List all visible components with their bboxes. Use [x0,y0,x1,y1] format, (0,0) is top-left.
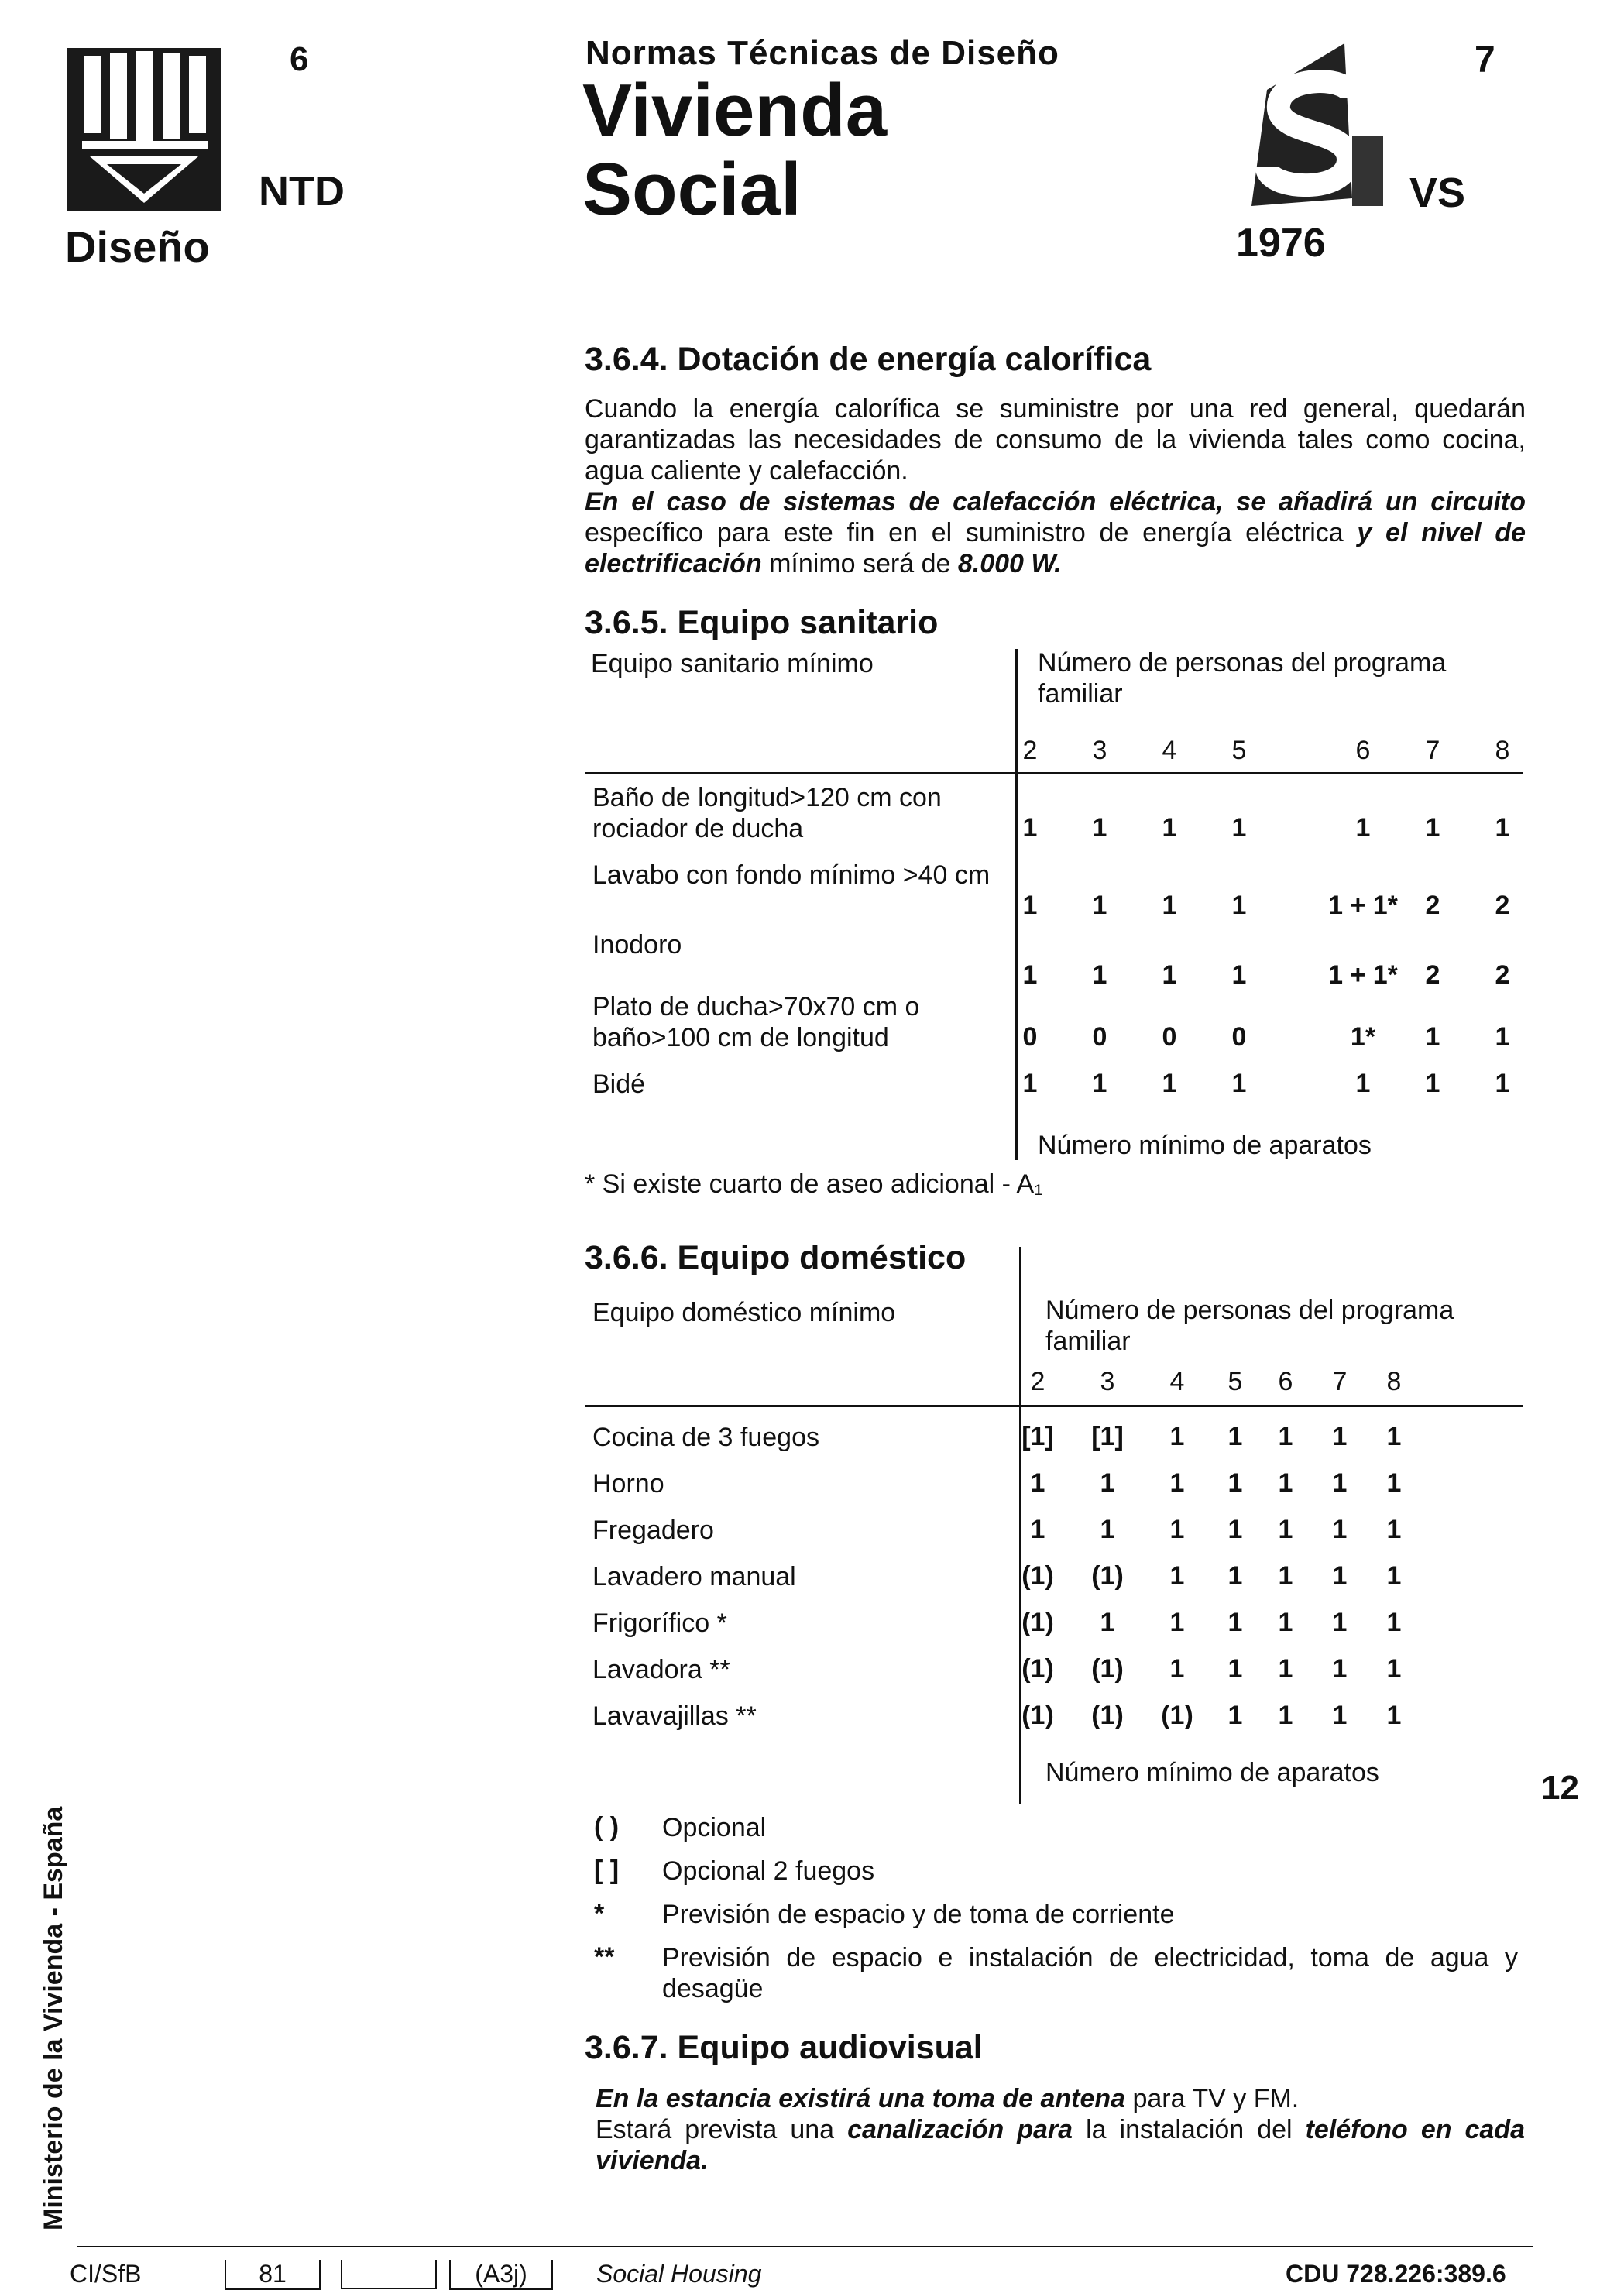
sanitary-cell-value: 1 [1092,813,1107,843]
sanitary-cell-value: 1 [1022,960,1038,990]
domestic-cell-value: 1 [1386,1561,1402,1591]
sanitary-cell-value: 1 [1022,1069,1038,1098]
domestic-cell-value: 1 [1278,1608,1293,1637]
header-right-number: 7 [1475,39,1495,81]
sanitary-footnote: * Si existe cuarto de aseo adicional - A₁ [585,1169,1043,1199]
domestic-cell-value: 1 [1278,1561,1293,1591]
sanitary-person-count: 2 [1022,736,1038,765]
sanitary-cell-value: 2 [1425,960,1440,990]
domestic-cell-value: 1 [1227,1561,1243,1591]
sanitary-row-label: Plato de ducha>70x70 cm o baño>100 cm de longitud [592,992,920,1052]
sanitary-cell-value: 1 [1425,1069,1440,1098]
sanitary-cell-value: 1 [1425,813,1440,843]
ntd-logo-icon [67,48,221,211]
p367-bold-3: teléfono en cada vivienda. [596,2115,1525,2175]
sanitary-cell-value: 1 [1495,1069,1510,1098]
domestic-column-label: Equipo doméstico mínimo [592,1298,896,1327]
p367-text-3: la instalación del [1073,2115,1306,2144]
domestic-cell-value: 1 [1227,1608,1243,1637]
legend-text: Opcional 2 fuegos [662,1856,875,1886]
domestic-cell-value: 1 [1332,1422,1348,1451]
domestic-cell-value: (1) [1021,1608,1054,1637]
p367-text-1: para TV y FM. [1125,2084,1300,2113]
vs-logo-icon [1236,43,1391,214]
legend-text: Opcional [662,1813,767,1842]
domestic-person-count: 4 [1169,1367,1185,1396]
domestic-cell-value: 1 [1227,1701,1243,1730]
domestic-cell-value: 1 [1278,1468,1293,1498]
page-title [582,71,887,229]
sanitary-cell-value: 1 + 1* [1328,960,1398,990]
sanitary-row-label: Inodoro [592,930,682,960]
domestic-cell-value: 1 [1227,1468,1243,1498]
domestic-cell-value: 1 [1030,1468,1045,1498]
title-line-2: Social [582,148,802,231]
header-left-label: Diseño [65,222,210,271]
legend-symbol: ( ) [594,1812,620,1842]
sanitary-cell-value: 1 [1425,1022,1440,1052]
domestic-cell-value: 1 [1332,1608,1348,1637]
sanitary-row-label: Baño de longitud>120 cm con rociador de ducha [592,783,942,843]
sanitary-table-rule [585,772,1523,774]
legend-text: Previsión de espacio y de toma de corriente [662,1900,1175,1929]
sanitary-cell-value: 1 [1231,813,1247,843]
p367-bold-2: canalización para [847,2115,1073,2144]
domestic-cell-value: 1 [1386,1608,1402,1637]
domestic-min-label: Número mínimo de aparatos [1045,1758,1379,1787]
p2-bold-2: y el nivel de electrificación [585,518,1526,579]
page-number: 12 [1541,1769,1579,1807]
sanitary-cell-value: 2 [1495,960,1510,990]
footer-cdu: CDU 728.226:389.6 [1286,2260,1506,2288]
domestic-cell-value: 1 [1169,1561,1185,1591]
sanitary-cell-value: 1 [1022,891,1038,920]
domestic-person-count: 6 [1278,1367,1293,1396]
domestic-table-rule [585,1405,1523,1407]
sanitary-cell-value: 0 [1231,1022,1247,1052]
sanitary-cell-value: 0 [1092,1022,1107,1052]
sanitary-cell-value: 1 [1162,813,1177,843]
legend-symbol: [ ] [594,1856,620,1885]
domestic-persons-header: Número de personas del programa familiar [1045,1296,1454,1356]
sanitary-cell-value: 2 [1495,891,1510,920]
domestic-person-count: 8 [1386,1367,1402,1396]
domestic-person-count: 5 [1227,1367,1243,1396]
footer-cisfb: CI/SfB [70,2260,142,2288]
domestic-person-count: 7 [1332,1367,1348,1396]
sanitary-cell-value: 2 [1425,891,1440,920]
sanitary-cell-value: 0 [1022,1022,1038,1052]
header-year: 1976 [1236,221,1326,266]
footer-box-3: (A3j) [449,2260,553,2290]
section-3-6-4-paragraph-1: Cuando la energía calorífica se suministre por una red general, quedarán garantizadas las necesidades de consumo de la vivienda tales como cocina, agua caliente y calefacción. [585,394,1526,486]
section-3-6-5-heading: 3.6.5. Equipo sanitario [585,604,939,641]
sanitary-cell-value: 1 + 1* [1328,891,1398,920]
domestic-row-label: Fregadero [592,1516,714,1545]
footer-rule [77,2246,1533,2247]
domestic-cell-value: 1 [1227,1654,1243,1684]
legend-symbol: ** [594,1942,615,1972]
sanitary-cell-value: 1 [1092,1069,1107,1098]
header-left-code: NTD [259,168,345,215]
section-3-6-7-paragraph-2 [596,2114,1525,2176]
p2-bold-1: En el caso de sistemas de calefacción eléctrica, se añadirá un circuito [585,487,1526,517]
header-right-code: VS [1409,170,1466,216]
domestic-cell-value: 1 [1100,1608,1115,1637]
sanitary-person-count: 7 [1425,736,1440,765]
sanitary-persons-header: Número de personas del programa familiar [1038,648,1447,709]
domestic-cell-value: 1 [1278,1422,1293,1451]
sanitary-cell-value: 1 [1092,960,1107,990]
sanitary-cell-value: 1 [1231,1069,1247,1098]
domestic-cell-value: 1 [1332,1654,1348,1684]
domestic-cell-value: 1 [1278,1654,1293,1684]
p367-text-2: Estará prevista una [596,2115,848,2144]
domestic-cell-value: (1) [1021,1701,1054,1730]
domestic-cell-value: 1 [1100,1468,1115,1498]
domestic-cell-value: 1 [1278,1701,1293,1730]
domestic-cell-value: 1 [1386,1515,1402,1544]
footer-box-2 [341,2260,437,2289]
domestic-cell-value: 1 [1332,1515,1348,1544]
sanitary-cell-value: 1 [1231,960,1247,990]
domestic-person-count: 2 [1030,1367,1045,1396]
domestic-cell-value: [1] [1091,1422,1124,1451]
domestic-cell-value: (1) [1021,1561,1054,1591]
sanitary-min-label: Número mínimo de aparatos [1038,1131,1372,1160]
domestic-cell-value: 1 [1332,1468,1348,1498]
domestic-cell-value: 1 [1386,1701,1402,1730]
domestic-cell-value: (1) [1091,1701,1124,1730]
domestic-cell-value: 1 [1332,1561,1348,1591]
sanitary-cell-value: 1 [1162,1069,1177,1098]
domestic-cell-value: (1) [1091,1654,1124,1684]
domestic-cell-value: 1 [1332,1701,1348,1730]
domestic-row-label: Frigorífico * [592,1608,727,1638]
domestic-row-label: Cocina de 3 fuegos [592,1423,819,1452]
domestic-cell-value: 1 [1386,1654,1402,1684]
domestic-cell-value: 1 [1278,1515,1293,1544]
header-subtitle: Normas Técnicas de Diseño [585,34,1059,72]
p2-text-1: específico para este fin en el suministro de energía eléctrica [585,518,1358,548]
domestic-cell-value: 1 [1169,1608,1185,1637]
sanitary-person-count: 8 [1495,736,1510,765]
side-ministry-text: Ministerio de la Vivienda - España [39,1806,68,2230]
header-left-number: 6 [290,40,309,78]
title-line-1: Vivienda [582,69,888,152]
sanitary-row-label: Bidé [592,1069,646,1099]
sanitary-cell-value: 0 [1162,1022,1177,1052]
p367-bold-1: En la estancia existirá una toma de antena [596,2084,1126,2113]
section-3-6-4-paragraph-2 [585,486,1526,579]
domestic-row-label: Lavadero manual [592,1562,796,1591]
sanitary-person-count: 4 [1162,736,1177,765]
domestic-cell-value: (1) [1021,1654,1054,1684]
domestic-row-label: Lavadora ** [592,1655,730,1684]
footer-box-1: 81 [225,2260,321,2290]
sanitary-person-count: 3 [1092,736,1107,765]
domestic-cell-value: 1 [1169,1422,1185,1451]
domestic-cell-value: 1 [1386,1468,1402,1498]
domestic-person-count: 3 [1100,1367,1115,1396]
section-3-6-7-heading: 3.6.7. Equipo audiovisual [585,2029,983,2066]
section-3-6-4-heading: 3.6.4. Dotación de energía calorífica [585,341,1152,378]
domestic-cell-value: 1 [1227,1515,1243,1544]
sanitary-cell-value: 1 [1092,891,1107,920]
legend-text: Previsión de espacio e instalación de electricidad, toma de agua y desagüe [662,1943,1518,2003]
sanitary-person-count: 6 [1355,736,1371,765]
sanitary-cell-value: 1 [1495,813,1510,843]
sanitary-cell-value: 1 [1231,891,1247,920]
sanitary-person-count: 5 [1231,736,1247,765]
sanitary-cell-value: 1 [1355,813,1371,843]
p2-bold-3: 8.000 W. [957,549,1062,579]
domestic-cell-value: 1 [1030,1515,1045,1544]
domestic-row-label: Horno [592,1469,664,1499]
sanitary-row-label: Lavabo con fondo mínimo >40 cm [592,860,991,890]
domestic-cell-value: 1 [1100,1515,1115,1544]
legend-symbol: * [594,1899,605,1928]
footer-social-housing: Social Housing [596,2260,762,2288]
sanitary-column-label: Equipo sanitario mínimo [591,649,874,678]
sanitary-cell-value: 1 [1495,1022,1510,1052]
sanitary-cell-value: 1 [1022,813,1038,843]
sanitary-cell-value: 1 [1355,1069,1371,1098]
domestic-cell-value: 1 [1386,1422,1402,1451]
sanitary-cell-value: 1 [1162,960,1177,990]
sanitary-cell-value: 1* [1350,1022,1376,1052]
domestic-row-label: Lavavajillas ** [592,1701,757,1731]
domestic-cell-value: [1] [1021,1422,1054,1451]
domestic-cell-value: 1 [1169,1468,1185,1498]
domestic-cell-value: (1) [1161,1701,1193,1730]
domestic-cell-value: 1 [1169,1654,1185,1684]
p2-text-2: mínimo será de [761,549,958,579]
domestic-cell-value: 1 [1169,1515,1185,1544]
domestic-cell-value: 1 [1227,1422,1243,1451]
section-3-6-6-heading: 3.6.6. Equipo doméstico [585,1239,967,1276]
section-3-6-7-paragraph-1 [596,2083,1525,2114]
sanitary-cell-value: 1 [1162,891,1177,920]
domestic-cell-value: (1) [1091,1561,1124,1591]
